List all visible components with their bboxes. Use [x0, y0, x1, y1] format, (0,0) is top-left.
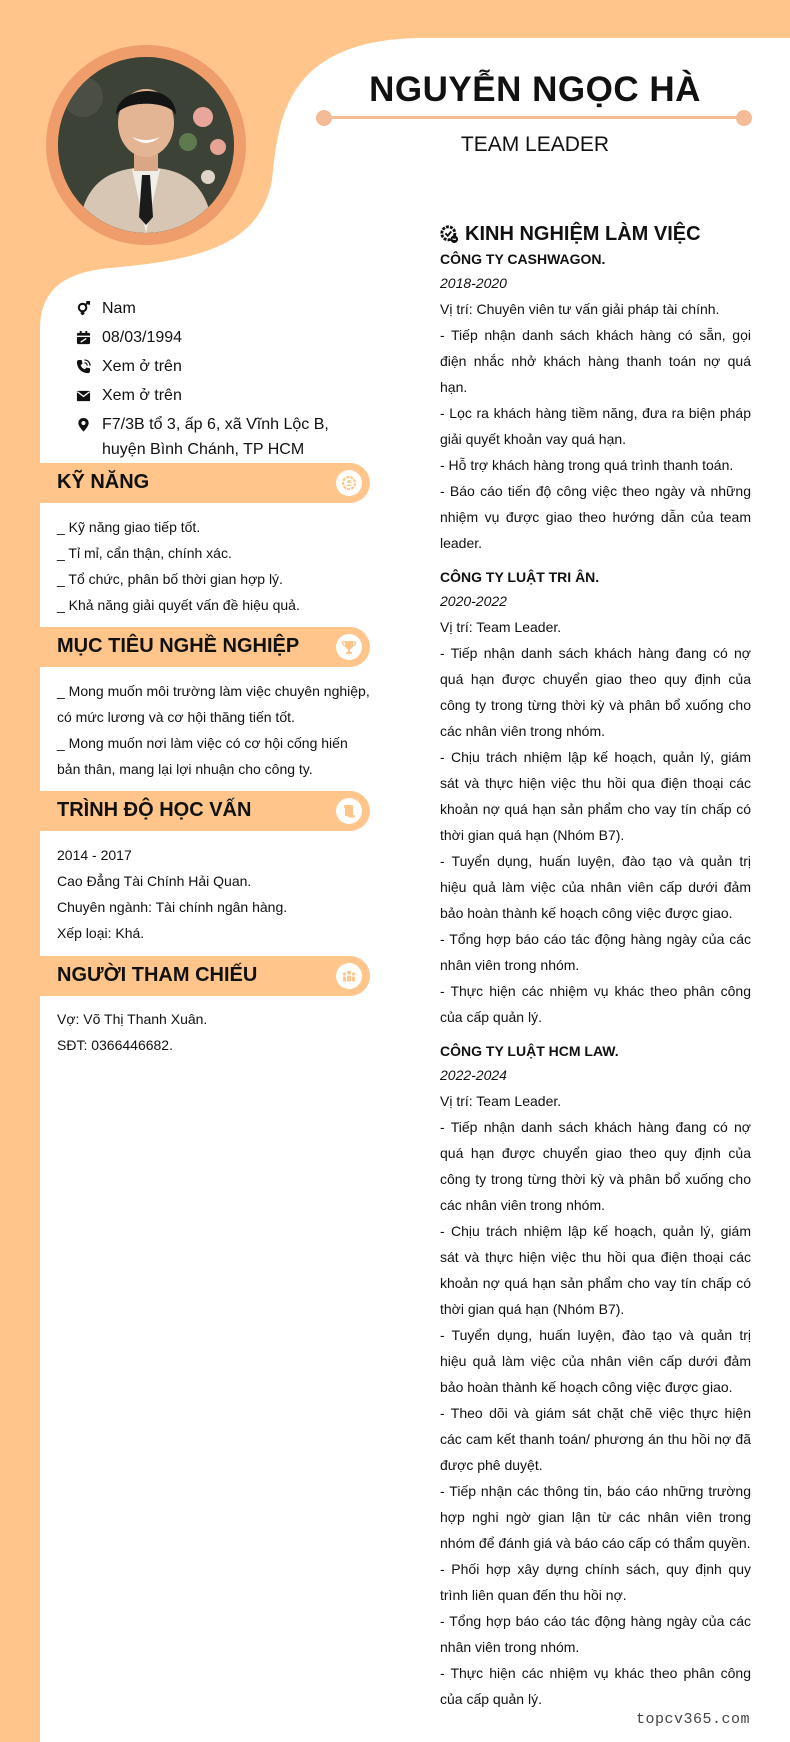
job-duty: - Tuyển dụng, huấn luyện, đào tạo và quản trị hiệu quả làm việc của nhân viên cấp dưới đảm bảo hoàn thành kế hoạch công việc được giao. [440, 853, 751, 921]
section-header-objective [40, 627, 370, 667]
skills-list [57, 514, 373, 618]
job-duty: - Chịu trách nhiệm lập kế hoạch, quản lý, giám sát và thực hiện việc thu hồi qua điện thoại các khoản nợ quá hạn sản phẩm cho vay tín chấp có thời gian quá hạn (Nhóm B7). [440, 749, 751, 843]
info-gender [76, 296, 376, 321]
info-phone-text: Xem ở trên [102, 358, 182, 375]
education-grade: Xếp loại: Khá. [57, 925, 145, 941]
section-header-skills [40, 463, 370, 503]
objective-item: _ Mong muốn môi trường làm việc chuyên nghiệp, có mức lương và cơ hội thăng tiến tốt. [57, 683, 370, 725]
references-details [57, 1006, 373, 1058]
job-period: 2022-2024 [440, 1067, 507, 1083]
experience-section [440, 220, 751, 1712]
watermark: topcv365.com [635, 1711, 750, 1728]
job-company: CÔNG TY LUẬT HCM LAW. [440, 1043, 619, 1059]
skill-item: _ Khả năng giải quyết vấn đề hiệu quả. [57, 597, 300, 613]
scroll-icon [336, 798, 362, 824]
job-position: Vị trí: Team Leader. [440, 1093, 562, 1109]
trophy-icon [336, 634, 362, 660]
job-position: Vị trí: Chuyên viên tư vấn giải pháp tài chính. [440, 301, 720, 317]
job-entry [440, 566, 751, 1030]
job-title: TEAM LEADER [460, 133, 610, 156]
job-duty: - Phối hợp xây dựng chính sách, quy định quy trình liên quan đến thu hồi nợ. [440, 1561, 751, 1603]
skill-item: _ Kỹ năng giao tiếp tốt. [57, 519, 201, 535]
job-entry [440, 1040, 751, 1712]
section-header-experience [440, 220, 751, 248]
job-duty: - Tiếp nhận các thông tin, báo cáo những trường hợp nghi ngờ gian lận từ các nhân viên trong nhóm để đánh giá và báo cáo cấp có thẩm quyền. [440, 1483, 751, 1551]
job-entry [440, 248, 751, 556]
objective-list [57, 678, 373, 782]
info-birthday-text: 08/03/1994 [102, 329, 183, 346]
job-period: 2018-2020 [440, 275, 507, 291]
section-header-references [40, 956, 370, 996]
info-email-text: Xem ở trên [102, 387, 182, 404]
job-duty: - Tổng hợp báo cáo tác động hàng ngày của các nhân viên trong nhóm. [440, 931, 751, 973]
info-email [76, 383, 376, 408]
job-position: Vị trí: Team Leader. [440, 619, 562, 635]
reference-name: Vợ: Võ Thị Thanh Xuân. [57, 1011, 208, 1027]
section-title-experience: KINH NGHIỆM LÀM VIỆC [465, 222, 701, 245]
info-gender-text: Nam [102, 300, 136, 317]
people-icon [336, 963, 362, 989]
info-phone [76, 354, 376, 379]
calendar-icon [76, 325, 102, 350]
reference-phone: SĐT: 0366446682. [57, 1037, 173, 1053]
education-school: Cao Đẳng Tài Chính Hải Quan. [57, 873, 252, 889]
job-duty: - Tiếp nhận danh sách khách hàng đang có nợ quá hạn được chuyển giao theo quy định của công ty trong từng thời kỳ và phân bổ xuống cho các nhân viên trong nhóm. [440, 1119, 751, 1213]
section-title-education: TRÌNH ĐỘ HỌC VẤN [57, 799, 252, 821]
personal-info [76, 296, 376, 466]
phone-icon [76, 354, 102, 379]
divider-dot-right [736, 110, 752, 126]
badge-check-icon [440, 225, 459, 244]
education-major: Chuyên ngành: Tài chính ngân hàng. [57, 899, 288, 915]
job-duty: - Thực hiện các nhiệm vụ khác theo phân công của cấp quản lý. [440, 1665, 751, 1707]
skill-item: _ Tỉ mỉ, cẩn thận, chính xác. [57, 545, 232, 561]
section-title-skills: KỸ NĂNG [57, 471, 150, 493]
info-birthday [76, 325, 376, 350]
job-company: CÔNG TY CASHWAGON. [440, 251, 606, 267]
candidate-name: NGUYỄN NGỌC HÀ [369, 70, 701, 109]
name-divider [323, 116, 744, 119]
skill-item: _ Tổ chức, phân bố thời gian hợp lý. [57, 571, 283, 587]
job-duty: - Hỗ trợ khách hàng trong quá trình thanh toán. [440, 457, 734, 473]
info-address-text: F7/3B tổ 3, ấp 6, xã Vĩnh Lộc B, huyện Bình Chánh, TP HCM [102, 416, 329, 458]
mail-icon [76, 383, 102, 408]
job-duty: - Tổng hợp báo cáo tác động hàng ngày của các nhân viên trong nhóm. [440, 1613, 751, 1655]
job-duty: - Tiếp nhận danh sách khách hàng đang có nợ quá hạn được chuyển giao theo quy định của công ty trong từng thời kỳ và phân bổ xuống cho các nhân viên trong nhóm. [440, 645, 751, 739]
job-duty: - Thực hiện các nhiệm vụ khác theo phân công của cấp quản lý. [440, 983, 751, 1025]
avatar-photo [58, 57, 234, 233]
education-details [57, 842, 373, 946]
job-duty: - Chịu trách nhiệm lập kế hoạch, quản lý, giám sát và thực hiện việc thu hồi qua điện thoại các khoản nợ quá hạn sản phẩm cho vay tín chấp có thời gian quá hạn (Nhóm B7). [440, 1223, 751, 1317]
job-duty: - Theo dõi và giám sát chặt chẽ việc thực hiện các cam kết thanh toán/ phương án thu hồi nợ đã được phê duyệt. [440, 1405, 751, 1473]
education-period: 2014 - 2017 [57, 847, 132, 863]
objective-item: _ Mong muốn nơi làm việc có cơ hội cống hiến bản thân, mang lại lợi nhuận cho công ty. [57, 735, 348, 777]
info-address [76, 412, 376, 462]
skill-gear-icon [336, 470, 362, 496]
section-title-objective: MỤC TIÊU NGHỀ NGHIỆP [57, 635, 300, 657]
job-period: 2020-2022 [440, 593, 507, 609]
job-duty: - Lọc ra khách hàng tiềm năng, đưa ra biện pháp giải quyết khoản vay quá hạn. [440, 405, 751, 447]
section-title-references: NGƯỜI THAM CHIẾU [57, 964, 258, 986]
job-duty: - Tiếp nhận danh sách khách hàng có sẵn, gọi điện nhắc nhở khách hàng thanh toán nợ quá hạn. [440, 327, 751, 395]
section-header-education [40, 791, 370, 831]
portrait-illustration [58, 57, 234, 233]
divider-dot-left [316, 110, 332, 126]
location-icon [76, 412, 102, 437]
job-duty: - Tuyển dụng, huấn luyện, đào tạo và quản trị hiệu quả làm việc của nhân viên cấp dưới đảm bảo hoàn thành kế hoạch công việc được giao. [440, 1327, 751, 1395]
gender-icon [76, 296, 102, 321]
job-duty: - Báo cáo tiến độ công việc theo ngày và những nhiệm vụ được giao theo hướng dẫn của team leader. [440, 483, 751, 551]
job-company: CÔNG TY LUẬT TRI ÂN. [440, 569, 600, 585]
